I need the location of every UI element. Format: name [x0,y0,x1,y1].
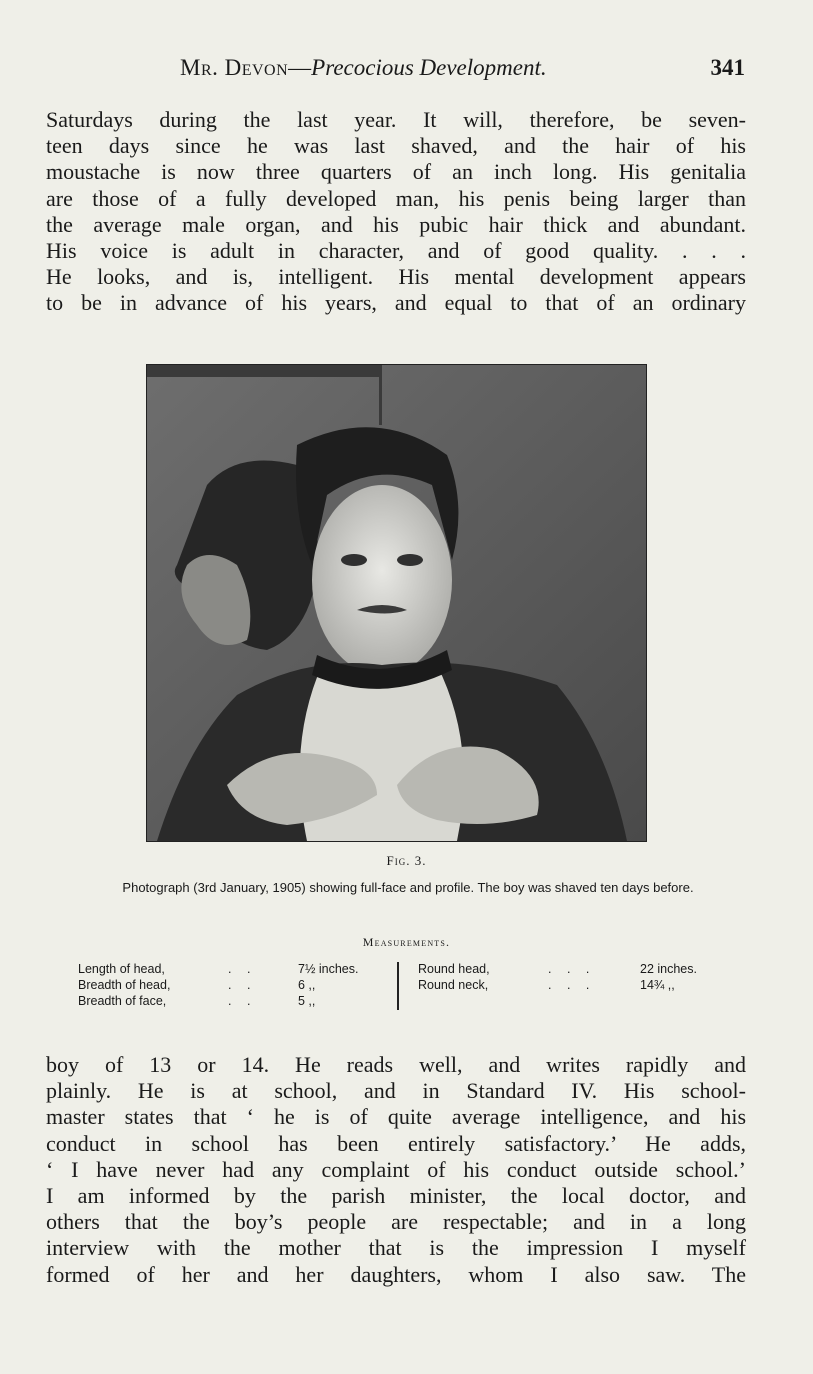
measurement-label: Breadth of face, [78,994,167,1008]
photograph-image [147,365,646,841]
text-line: He looks, and is, intelligent. His mental development appears [46,264,746,290]
text-line: moustache is now three quarters of an inch long. His genitalia [46,159,746,185]
measurement-value: 14¾ ,, [640,978,675,992]
header-dash: — [288,55,312,80]
text-line: His voice is adult in character, and of good quality. . . . [46,237,746,263]
text-line: ‘ I have never had any complaint of his conduct outside school.’ [46,1156,746,1182]
measurement-value: 7½ inches. [298,962,359,976]
measurement-label: Round neck, [418,978,489,992]
text-line: are those of a fully developed man, his penis being larger than [46,185,746,211]
measurement-leader: . . . [548,978,596,992]
bottom-paragraph [46,1052,746,1288]
measurement-leader: . . [228,962,257,976]
text-line: to be in advance of his years, and equal to that of an ordinary [46,290,746,316]
measurements-table [78,962,718,1010]
measurement-value: 6 ,, [298,978,316,992]
measurements-title: Measurements. [362,935,451,949]
measurement-leader: . . [228,978,257,992]
measurement-leader: . . . [548,962,596,976]
measurement-leader: . . [228,994,257,1008]
text-line: conduct in school has been entirely satisfactory.’ He adds, [46,1130,746,1156]
measurement-row [418,978,718,994]
text-line: plainly. He is at school, and in Standard IV. His school- [46,1078,746,1104]
text-line: Saturdays during the last year. It will, therefore, be seven- [46,107,746,132]
measurement-label: Breadth of head, [78,978,171,992]
header-author: Mr. Devon [180,55,289,80]
text-line: I am informed by the parish minister, the local doctor, and [46,1182,746,1208]
text-line: boy of 13 or 14. He reads well, and writes rapidly and [46,1052,746,1077]
header-title: Precocious Development. [311,55,547,80]
running-title [180,55,547,81]
running-header [180,55,745,85]
measurement-label: Round head, [418,962,490,976]
measurement-label: Length of head, [78,962,165,976]
text-line: master states that ‘ he is of quite average intelligence, and his [46,1104,746,1130]
column-divider [397,962,399,1010]
figure-caption: Photograph (3rd January, 1905) showing full-face and profile. The boy was shaved ten days before. [122,880,694,895]
text-line: teen days since he was last shaved, and the hair of his [46,133,746,159]
text-line: others that the boy’s people are respectable; and in a long [46,1209,746,1235]
photograph [146,364,647,842]
measurement-value: 5 ,, [298,994,316,1008]
text-line: formed of her and her daughters, whom I also saw. The [46,1261,746,1287]
top-paragraph [46,107,746,317]
page-number: 341 [710,55,745,80]
measurement-row [418,962,718,978]
text-line: interview with the mother that is the impression I myself [46,1235,746,1261]
text-line: the average male organ, and his pubic hair thick and abundant. [46,211,746,237]
measurement-value: 22 inches. [640,962,697,976]
figure-label: Fig. 3. [386,853,427,868]
